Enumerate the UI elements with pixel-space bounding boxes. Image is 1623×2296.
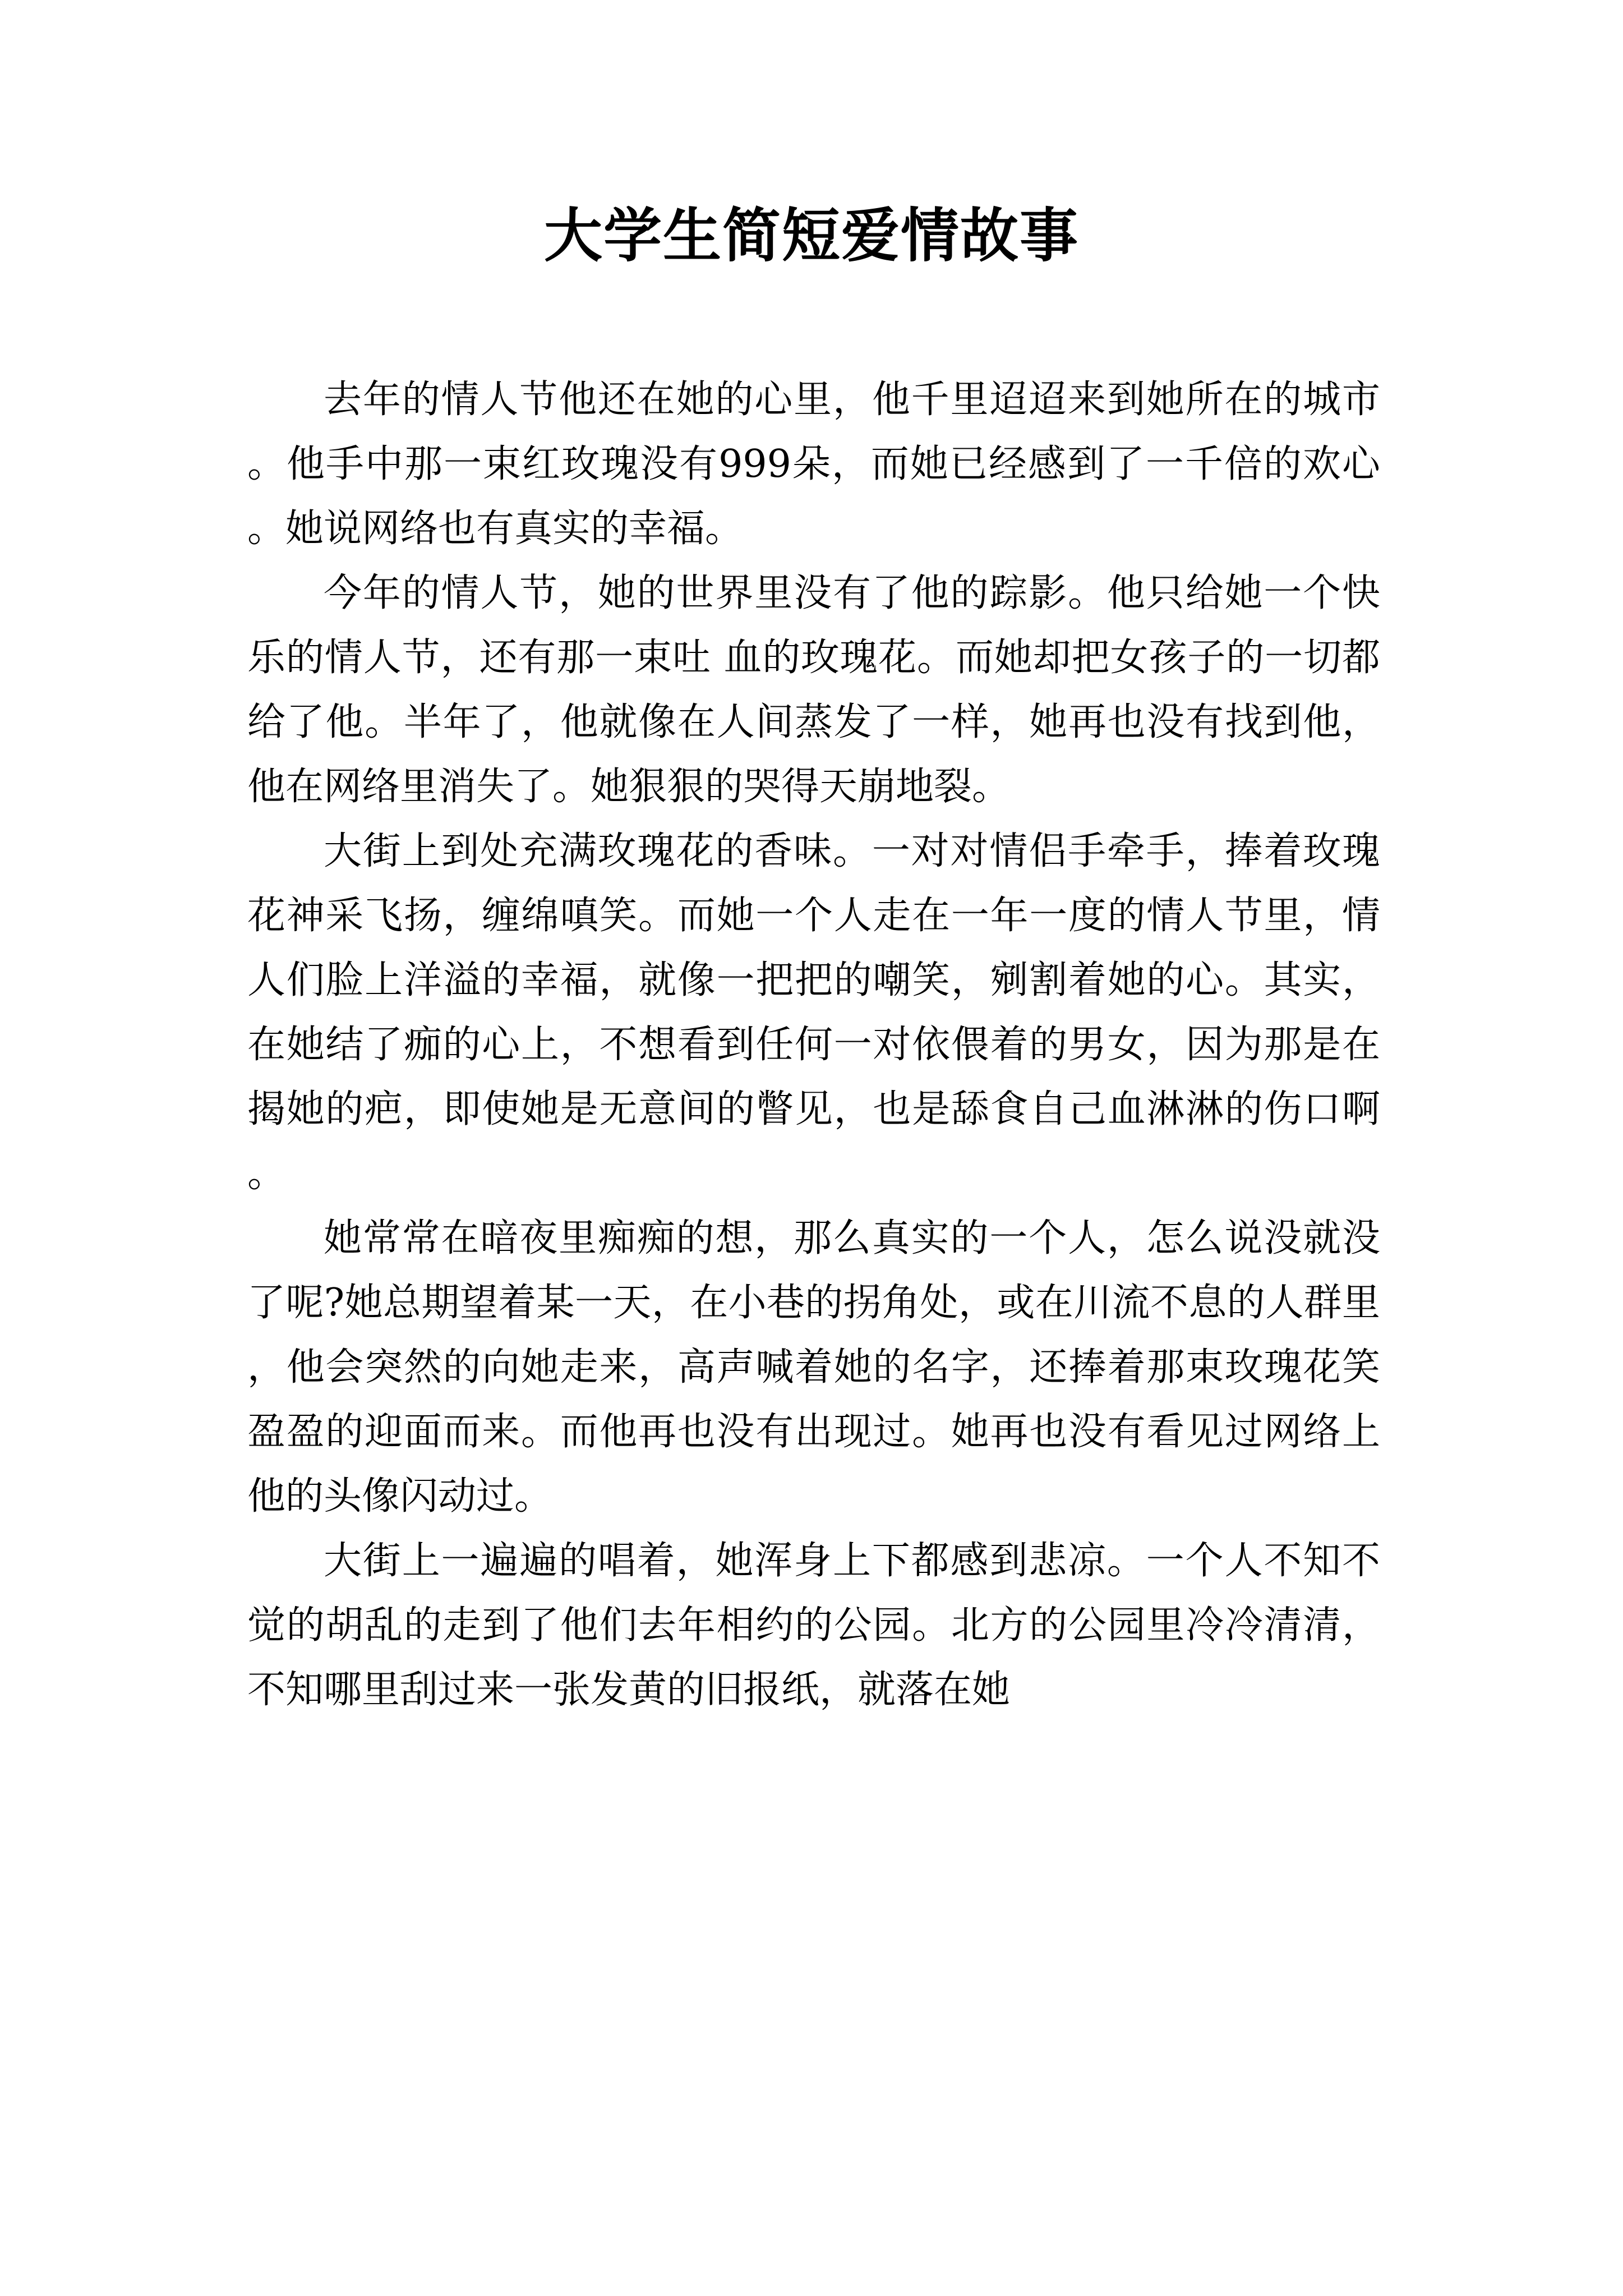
paragraph-1: 去年的情人节他还在她的心里，他千里迢迢来到她所在的城市。他手中那一束红玫瑰没有999朵，而她已经感到了一千倍的欢心。她说网络也有真实的幸福。 [247,378,1380,551]
paragraph-4: 她常常在暗夜里痴痴的想，那么真实的一个人，怎么说没就没了呢?她总期望着某一天，在小巷的拐角处，或在川流不息的人群里，他会突然的向她走来，高声喊着她的名字，还捧着那束玫瑰花笑盈盈的迎面而来。而他再也没有出现过。她再也没有看见过网络上他的头像闪动过。 [247,1216,1380,1519]
document-title: 大学生简短爱情故事 [543,201,1079,270]
paragraph-3: 大街上到处充满玫瑰花的香味。一对对情侣手牵手，捧着玫瑰花神采飞扬，缠绵嗔笑。而她一个人走在一年一度的情人节里，情人们脸上洋溢的幸福，就像一把把的嘲笑，剜割着她的心。其实，在她结了痂的心上，不想看到任何一对依偎着的男女，因为那是在揭她的疤，即使她是无意间的瞥见，也是舔食自己血淋淋的伤口啊。 [247,829,1380,1196]
document-body [247,367,1380,2247]
paragraph-2: 今年的情人节，她的世界里没有了他的踪影。他只给她一个快乐的情人节，还有那一束吐 血的玫瑰花。而她却把女孩子的一切都给了他。半年了，他就像在人间蒸发了一样，她再也没有找到他，他在网络里消失了。她狠狠的哭得天崩地裂。 [247,571,1380,809]
paragraph-5: 大街上一遍遍的唱着，她浑身上下都感到悲凉。一个人不知不觉的胡乱的走到了他们去年相约的公园。北方的公园里冷冷清清，不知哪里刮过来一张发黄的旧报纸，就落在她 [247,1539,1380,1712]
